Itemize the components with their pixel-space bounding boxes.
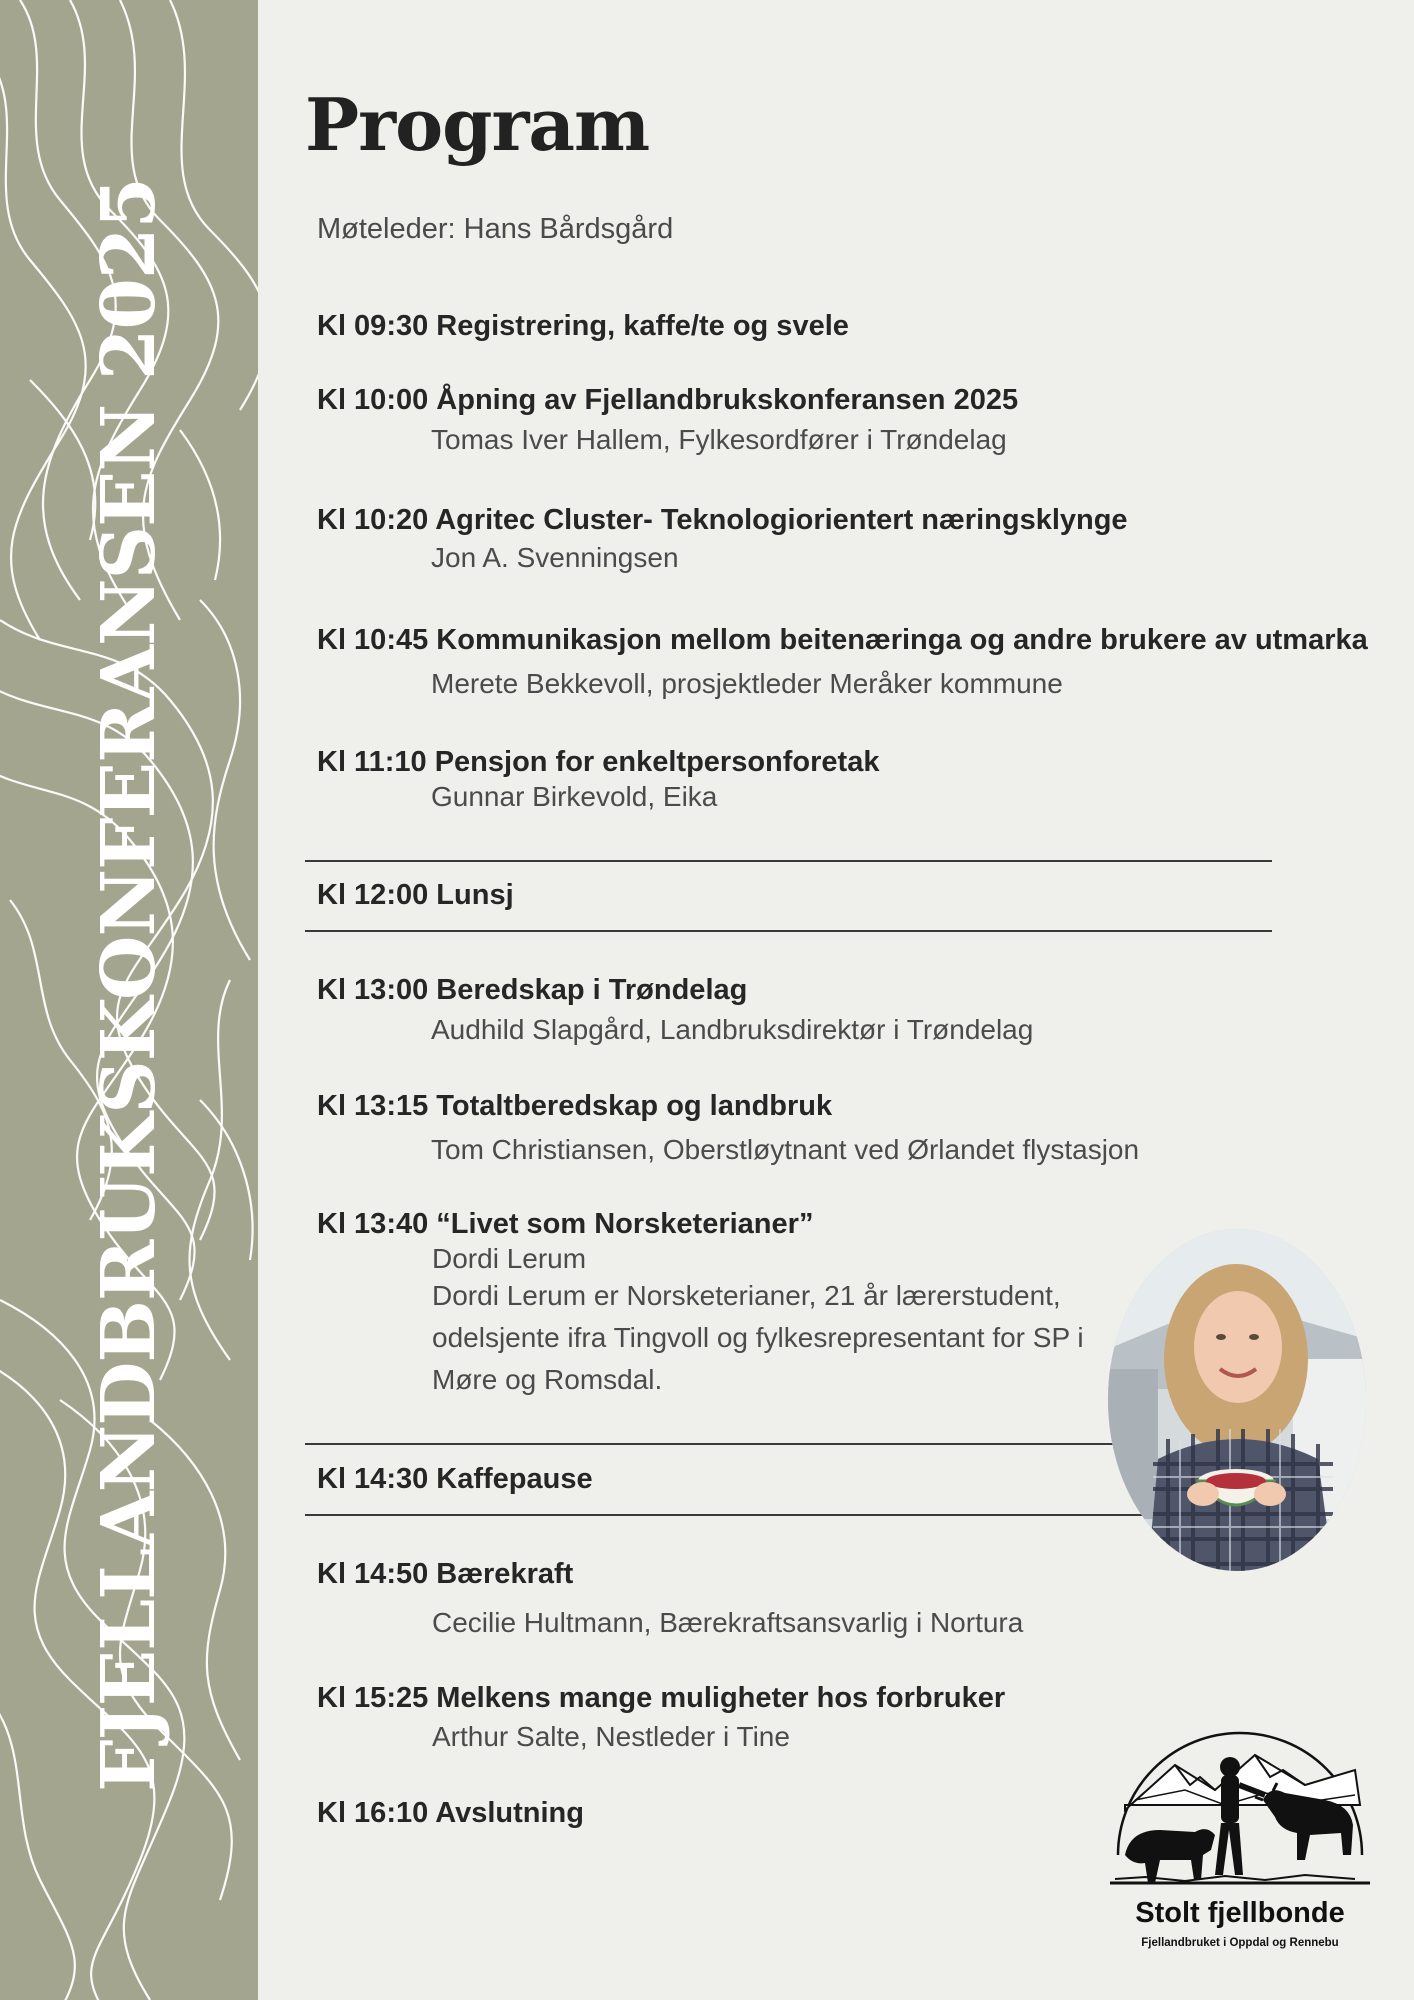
logo-subtitle: Fjellandbruket i Oppdal og Rennebu xyxy=(1141,1937,1339,1949)
agenda-item xyxy=(317,384,1018,456)
agenda-time: Kl 13:15 xyxy=(317,1090,429,1122)
portrait-photo xyxy=(1108,1229,1366,1571)
stolt-fjellbonde-logo xyxy=(1105,1705,1385,1955)
agenda-title: Agritec Cluster- Teknologiorientert næringsklynge xyxy=(435,504,1128,536)
agenda-item xyxy=(317,1208,1132,1401)
agenda-title: Avslutning xyxy=(435,1797,584,1829)
divider-line xyxy=(305,1514,1165,1516)
agenda-title: “Livet som Norsketerianer” xyxy=(436,1208,814,1240)
agenda-time: Kl 14:30 xyxy=(317,1463,429,1495)
agenda-title: Åpning av Fjellandbrukskonferansen 2025 xyxy=(436,384,1019,416)
agenda-time: Kl 09:30 xyxy=(317,310,429,342)
agenda-item xyxy=(317,746,879,813)
sidebar-decoration xyxy=(0,0,258,2000)
agenda-title: Kaffepause xyxy=(436,1463,593,1495)
agenda-title: Registrering, kaffe/te og svele xyxy=(436,310,849,342)
agenda-title: Melkens mange muligheter hos forbruker xyxy=(436,1682,1006,1714)
agenda-item xyxy=(317,1558,1023,1639)
agenda-time: Kl 11:10 xyxy=(317,746,427,778)
agenda-speaker: Arthur Salte, Nestleder i Tine xyxy=(432,1721,790,1752)
agenda-item-break xyxy=(317,879,514,912)
agenda-time: Kl 14:50 xyxy=(317,1558,429,1590)
divider-line xyxy=(305,930,1272,932)
agenda-speaker: Jon A. Svenningsen xyxy=(431,542,679,573)
page-title: Program xyxy=(305,82,650,167)
agenda-speaker: Tom Christiansen, Oberstløytnant ved Ørlandet flystasjon xyxy=(431,1134,1140,1165)
agenda-item xyxy=(317,1682,1005,1753)
agenda-item xyxy=(317,1090,1139,1166)
speaker-portrait xyxy=(1108,1229,1366,1571)
agenda-title: Beredskap i Trøndelag xyxy=(436,974,748,1006)
agenda-title: Pensjon for enkeltpersonforetak xyxy=(434,746,880,778)
agenda-time: Kl 13:00 xyxy=(317,974,429,1006)
agenda-speaker: Merete Bekkevoll, prosjektleder Meråker kommune xyxy=(431,668,1063,699)
agenda-item xyxy=(317,504,1128,574)
agenda-item xyxy=(317,624,1368,700)
agenda-speaker: Audhild Slapgård, Landbruksdirektør i Trøndelag xyxy=(431,1014,1034,1045)
agenda-time: Kl 15:25 xyxy=(317,1682,429,1714)
agenda-item xyxy=(317,310,849,343)
moderator-label: Møteleder: Hans Bårdsgård xyxy=(317,213,674,245)
agenda-item xyxy=(317,974,1033,1046)
agenda-speaker: Gunnar Birkevold, Eika xyxy=(431,781,718,812)
agenda-item-break xyxy=(317,1463,593,1496)
agenda-time: Kl 10:45 xyxy=(317,624,429,656)
speaker-bio: Dordi Lerum er Norsketerianer, 21 år lærerstudent, odelsjente ifra Tingvoll og fylkesrepresentant for SP i Møre og Romsdal. xyxy=(432,1280,1084,1395)
agenda-time: Kl 13:40 xyxy=(317,1208,429,1240)
agenda-item xyxy=(317,1797,584,1830)
agenda-speaker: Dordi Lerum xyxy=(432,1243,587,1274)
divider-line xyxy=(305,860,1272,862)
agenda-time: Kl 12:00 xyxy=(317,879,429,911)
sidebar-vertical-title: FJELLANDBRUKSKONFERANSEN 2025 xyxy=(86,178,172,1792)
agenda-speaker: Tomas Iver Hallem, Fylkesordfører i Trøndelag xyxy=(431,424,1007,455)
agenda-title: Totaltberedskap og landbruk xyxy=(436,1090,833,1122)
farmer-with-cows-illustration xyxy=(1105,1705,1375,1900)
agenda-time: Kl 16:10 xyxy=(317,1797,429,1829)
logo-title: Stolt fjellbonde xyxy=(1135,1897,1345,1929)
agenda-time: Kl 10:00 xyxy=(317,384,429,416)
agenda-title: Bærekraft xyxy=(436,1558,574,1590)
agenda-speaker: Cecilie Hultmann, Bærekraftsansvarlig i Nortura xyxy=(432,1607,1024,1638)
agenda-title: Lunsj xyxy=(436,879,514,911)
agenda-time: Kl 10:20 xyxy=(317,504,429,536)
agenda-title: Kommunikasjon mellom beitenæringa og andre brukere av utmarka xyxy=(436,624,1368,656)
